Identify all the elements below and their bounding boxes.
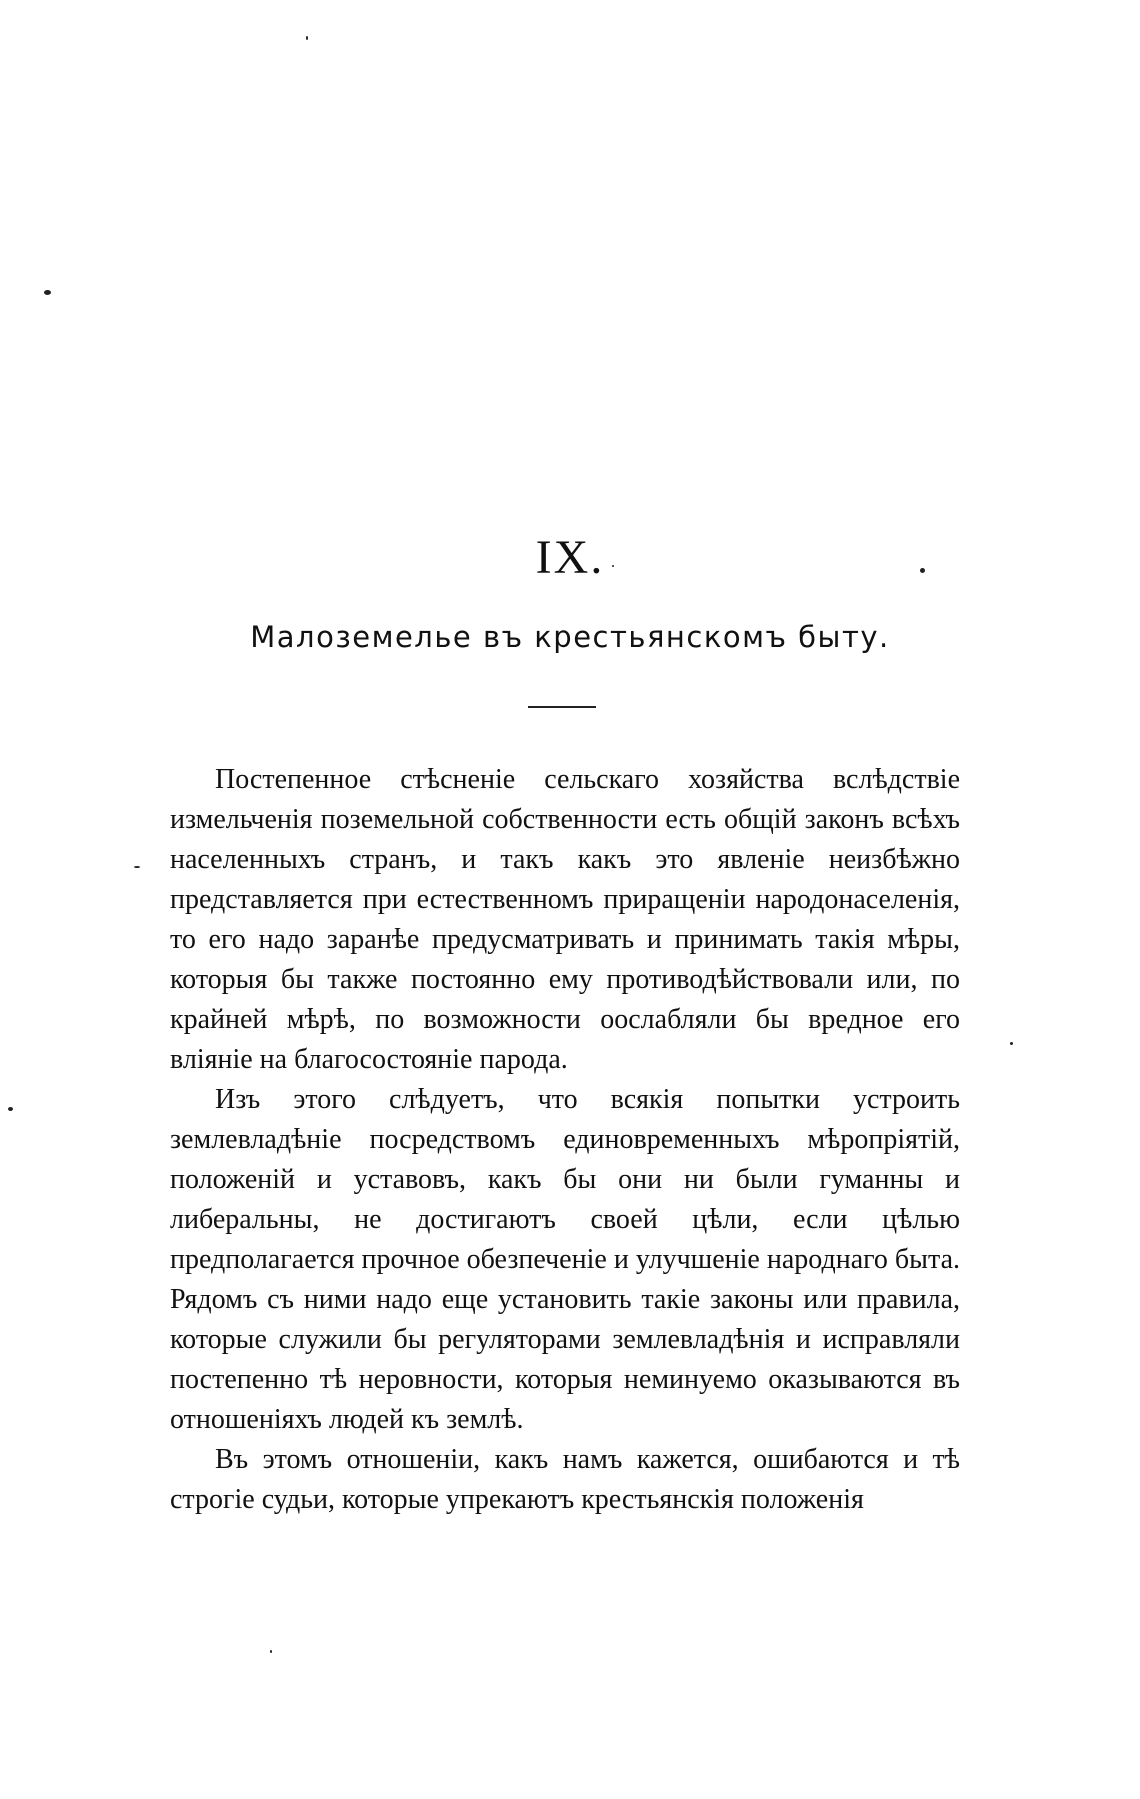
paragraph: Постепенное стѣсненіе сельскаго хозяйства вслѣдствіе измельченія поземельной собственности есть общій законъ всѣхъ населенныхъ странъ, и такъ какъ это явленіе неизбѣжно представляется при естественномъ приращеніи народонаселенія, то его надо заранѣе предусматривать и принимать такія мѣры, которыя бы также постоянно ему противодѣйствовали или, по крайней мѣрѣ, по возможности ооcлабляли бы вредное его вліяніе на благосостояніе парода. (170, 764, 960, 1075)
print-speck (44, 290, 51, 295)
paragraph: Въ этомъ отношеніи, какъ намъ кажется, ошибаются и тѣ строгіе судьи, которые упрекаютъ крестьянскія положенія (170, 1444, 960, 1515)
print-speck (8, 1107, 13, 1111)
print-speck (306, 36, 308, 40)
body-text (170, 760, 960, 1520)
print-speck (134, 866, 140, 868)
print-speck (270, 1650, 272, 1653)
title-divider (528, 706, 596, 708)
chapter-number: IX. (535, 531, 605, 584)
paragraph: Изъ этого слѣдуетъ, что всякія попытки устроить землевладѣніе посредствомъ единовременныхъ мѣропріятій, положеній и уставовъ, какъ бы они ни были гуманны и либеральны, не достигаютъ своей цѣли, если цѣлью предполагается прочное обезпеченіе и улучшеніе народнаго быта. Рядомъ съ ними надо еще установить такіе законы или правила, которые служили бы регуляторами землевладѣнія и исправляли постепенно тѣ неровности, которыя неминуемо оказываются въ отношеніяхъ людей къ землѣ. (170, 1084, 960, 1435)
chapter-title: Малоземелье въ крестьянскомъ быту. (250, 620, 890, 654)
print-speck (1010, 1042, 1013, 1045)
